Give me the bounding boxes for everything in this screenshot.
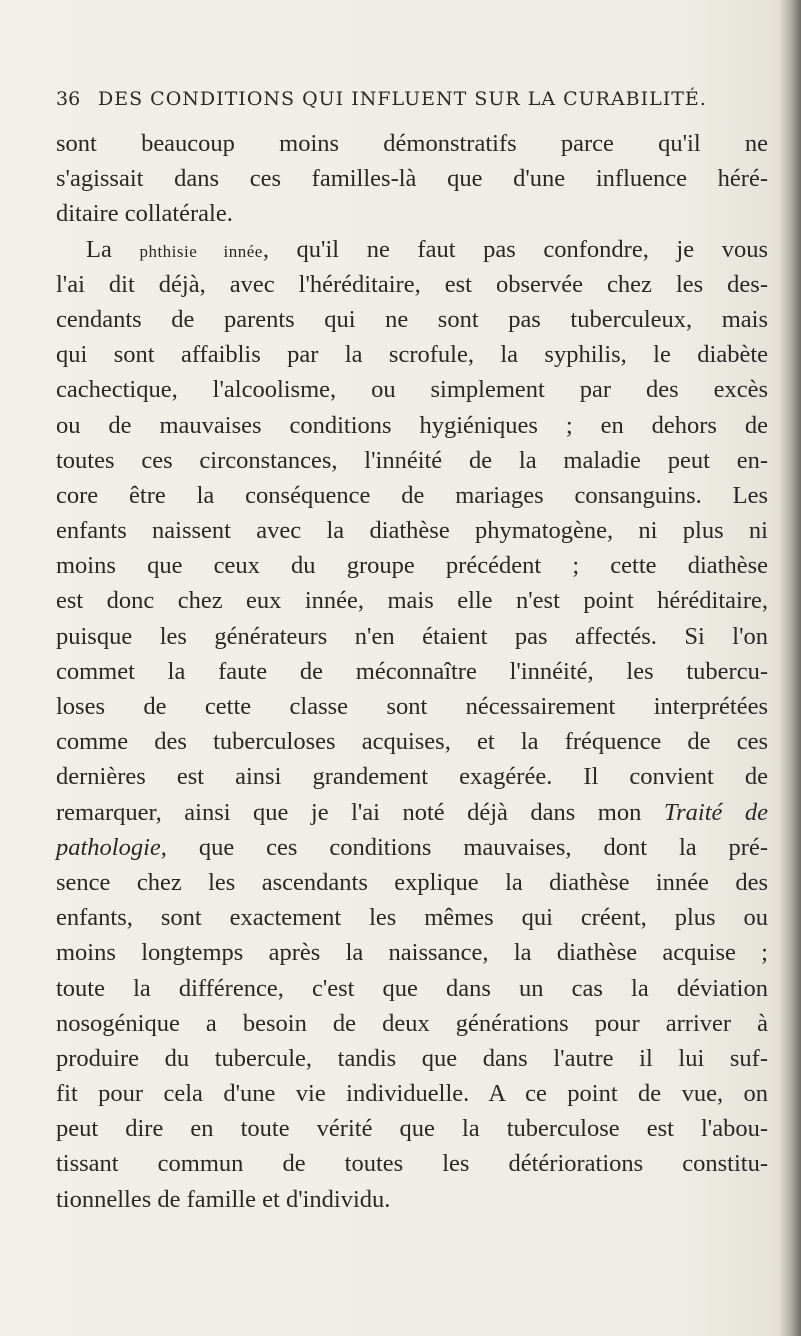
text-line: enfants naissent avec la diathèse phymatogène, ni plus ni [56,517,768,545]
text-line: peut dire en toute vérité que la tuberculose est l'abou- [56,1115,768,1143]
running-title: DES CONDITIONS QUI INFLUENT SUR LA CURABILITÉ. [98,88,707,110]
book-title-italic: Traité de [663,798,768,826]
text-line: commet la faute de méconnaître l'innéité, les tubercu- [56,657,768,685]
text-line: sence chez les ascendants explique la diathèse innée des [56,868,768,896]
text-line: l'ai dit déjà, avec l'héréditaire, est observée chez les des- [56,270,768,298]
text-line: cachectique, l'alcoolisme, ou simplement par des excès [56,376,768,404]
text-line [56,232,768,267]
text-line: puisque les générateurs n'en étaient pas affectés. Si l'on [56,622,768,650]
text-line: produire du tubercule, tandis que dans l'autre il lui suf- [56,1044,768,1072]
text-line: s'agissait dans ces familles-là que d'une influence héré- [56,165,768,193]
text-line: toutes ces circonstances, l'innéité de la maladie peut en- [56,446,768,474]
text-line: comme des tuberculoses acquises, et la fréquence de ces [56,728,768,756]
text-line: toute la différence, c'est que dans un cas la déviation [56,974,768,1002]
text-line: moins longtemps après la naissance, la diathèse acquise ; [56,939,768,967]
book-title-italic: pathologie [56,833,161,861]
text-line: core être la conséquence de mariages consanguins. Les [56,481,768,509]
text-line: enfants, sont exactement les mêmes qui créent, plus ou [56,904,768,932]
text-line: dernières est ainsi grandement exagérée. Il convient de [56,763,768,791]
text-line: nosogénique a besoin de deux générations pour arriver à [56,1009,768,1037]
text-line: cendants de parents qui ne sont pas tuberculeux, mais [56,305,768,333]
running-head [56,88,756,110]
line-text: La [86,235,140,263]
text-line: tionnelles de famille et d'individu. [56,1185,391,1213]
page-edge-shadow [779,0,801,1336]
text-line: moins que ceux du groupe précédent ; cette diathèse [56,552,768,580]
text-line: ou de mauvaises conditions hygiéniques ; en dehors de [56,411,768,439]
page-number: 36 [56,88,81,110]
line-text: , qu'il ne faut pas confondre, je vous [262,235,768,263]
text-line: tissant commun de toutes les détériorations constitu- [56,1150,768,1178]
line-text: remarquer, ainsi que je l'ai noté déjà dans mon [56,798,664,826]
text-line: sont beaucoup moins démonstratifs parce qu'il ne [56,130,768,157]
body-text [56,126,768,1217]
text-line: qui sont affaiblis par la scrofule, la syphilis, le diabète [56,341,768,369]
line-text: , que ces conditions mauvaises, dont la pré- [160,833,768,861]
text-line: est donc chez eux innée, mais elle n'est point héréditaire, [56,587,768,615]
text-line [56,830,768,865]
smallcaps-term: phthisie innée [139,241,263,261]
text-line [56,795,768,830]
text-line: loses de cette classe sont nécessairement interprétées [56,693,768,720]
text-line: fit pour cela d'une vie individuelle. A ce point de vue, on [56,1080,768,1108]
text-line: ditaire collatérale. [56,200,233,228]
